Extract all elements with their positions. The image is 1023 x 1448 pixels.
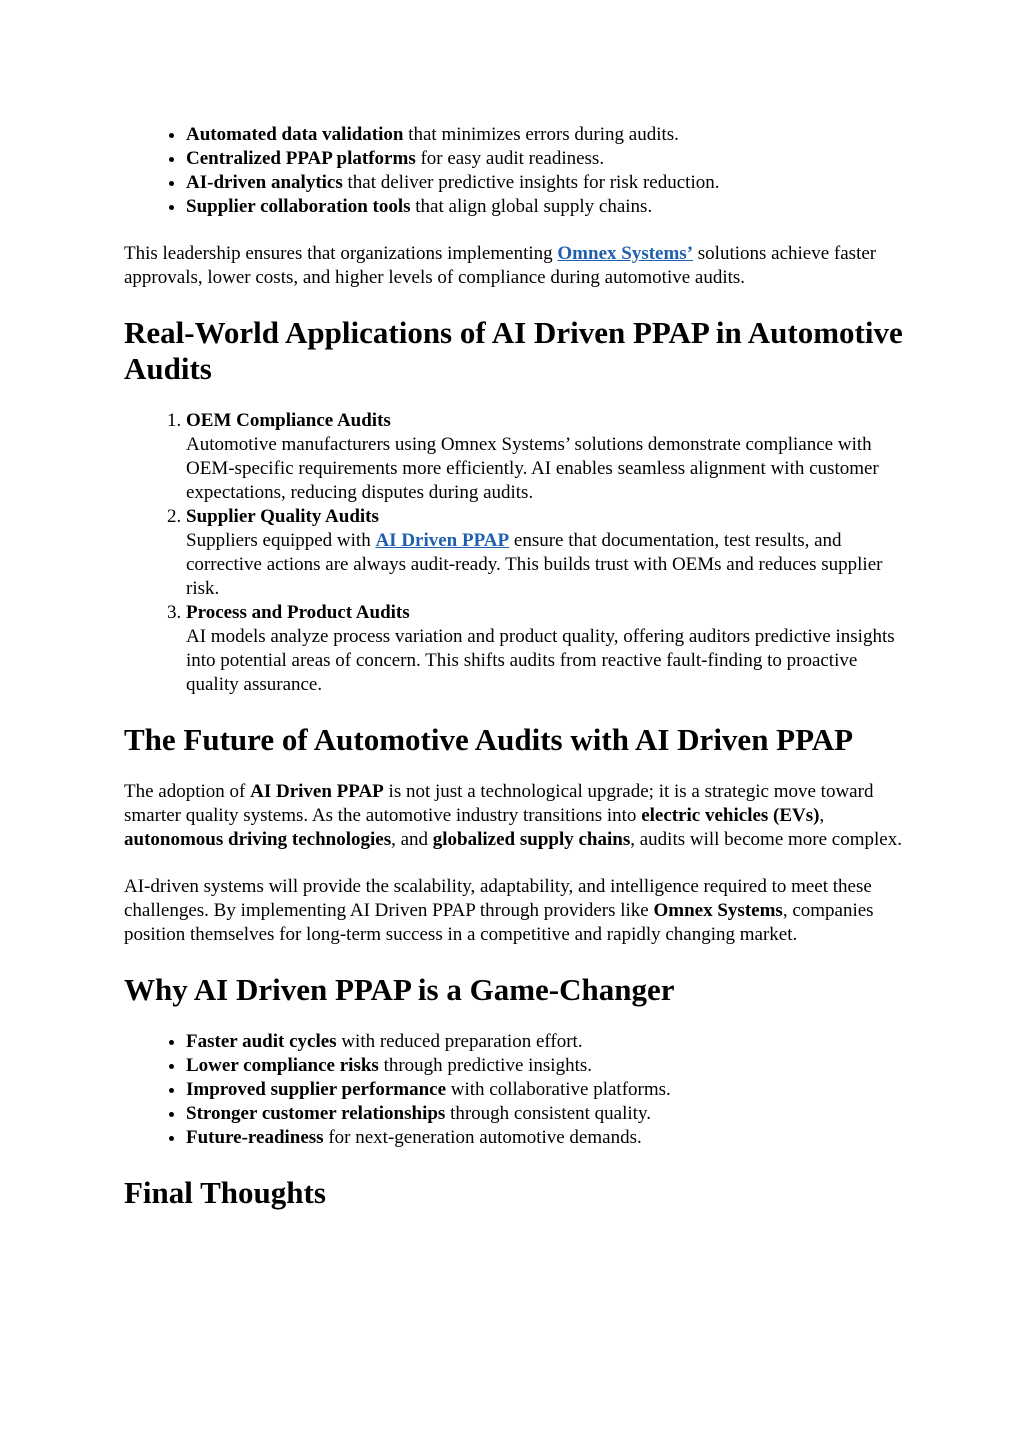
list-item xyxy=(186,505,914,601)
text: This leadership ensures that organizations implementing xyxy=(124,243,558,264)
bold-text: Supplier collaboration tools xyxy=(186,196,411,217)
list-item xyxy=(186,147,914,171)
future-paragraph-2 xyxy=(124,875,914,947)
bold-text: Automated data validation xyxy=(186,124,404,145)
text: for easy audit readiness. xyxy=(415,148,605,169)
list-item xyxy=(186,1054,914,1078)
heading-final-thoughts: Final Thoughts xyxy=(124,1175,326,1210)
list-item xyxy=(186,123,914,147)
text: Automotive manufacturers using Omnex Systems’ solutions demonstrate compliance with OEM-specific requirements more efficiently. AI enables seamless alignment with customer expectations, reducing disputes during audits. xyxy=(186,434,879,503)
list-item xyxy=(186,1030,914,1054)
bold-text: Centralized PPAP platforms xyxy=(186,148,416,169)
link[interactable]: AI Driven PPAP xyxy=(375,530,510,551)
list-item xyxy=(186,601,914,697)
heading-real-world-applications: Real-World Applications of AI Driven PPAP in Automotive Audits xyxy=(124,315,903,386)
text: for next-generation automotive demands. xyxy=(323,1127,642,1148)
list-item xyxy=(186,409,914,505)
bold-text: globalized supply chains xyxy=(432,829,631,850)
text: through consistent quality. xyxy=(445,1103,651,1124)
game-changer-list xyxy=(124,1030,914,1150)
document-page xyxy=(124,123,914,1233)
bold-text: Improved supplier performance xyxy=(186,1079,447,1100)
list-item xyxy=(186,1126,914,1150)
text: that align global supply chains. xyxy=(410,196,653,217)
list-item xyxy=(186,195,914,219)
text: solutions achieve faster approvals, lower costs, and higher levels of compliance during automotive audits. xyxy=(124,243,877,288)
list-item-title: 3. Process and Product Audits xyxy=(186,602,410,623)
text: Suppliers equipped with xyxy=(186,530,376,551)
list-item-title: 1. OEM Compliance Audits xyxy=(186,410,391,431)
bold-text: AI-driven analytics xyxy=(186,172,343,193)
text: that deliver predictive insights for risk reduction. xyxy=(342,172,720,193)
features-list xyxy=(124,123,914,219)
bold-text: AI Driven PPAP xyxy=(250,781,384,802)
bold-text: Faster audit cycles xyxy=(186,1031,337,1052)
list-item xyxy=(186,1078,914,1102)
text: The adoption of xyxy=(124,781,251,802)
text: through predictive insights. xyxy=(378,1055,593,1076)
text: with collaborative platforms. xyxy=(446,1079,671,1100)
text: is not just a technological upgrade; it is a strategic move toward smarter quality systems. As the automotive industry transitions into xyxy=(124,781,874,826)
bold-text: Stronger customer relationships xyxy=(186,1103,446,1124)
heading-game-changer: Why AI Driven PPAP is a Game-Changer xyxy=(124,972,675,1007)
link[interactable]: Omnex Systems’ xyxy=(557,243,694,264)
list-item xyxy=(186,171,914,195)
bold-text: autonomous driving technologies xyxy=(124,829,392,850)
bold-text: electric vehicles (EVs) xyxy=(641,805,820,826)
text: , xyxy=(819,805,825,826)
bold-text: Lower compliance risks xyxy=(186,1055,379,1076)
text: AI models analyze process variation and product quality, offering auditors predictive insights into potential areas of concern. This shifts audits from reactive fault-finding to proactive quality assurance. xyxy=(186,626,895,695)
text: , companies position themselves for long-term success in a competitive and rapidly changing market. xyxy=(124,900,874,945)
text: ensure that documentation, test results, and corrective actions are always audit-ready. This builds trust with OEMs and reduces supplier risk. xyxy=(186,530,883,599)
heading-future: The Future of Automotive Audits with AI Driven PPAP xyxy=(124,722,854,757)
text: , and xyxy=(391,829,433,850)
list-item xyxy=(186,1102,914,1126)
leadership-paragraph xyxy=(124,242,914,290)
text: , audits will become more complex. xyxy=(630,829,902,850)
text: with reduced preparation effort. xyxy=(336,1031,583,1052)
list-item-title: 2. Supplier Quality Audits xyxy=(186,506,379,527)
future-paragraph-1 xyxy=(124,780,914,852)
text: that minimizes errors during audits. xyxy=(403,124,679,145)
bold-text: Omnex Systems xyxy=(653,900,783,921)
text: AI-driven systems will provide the scalability, adaptability, and intelligence required to meet these challenges. By implementing AI Driven PPAP through providers like xyxy=(124,876,872,921)
applications-list xyxy=(124,409,914,697)
bold-text: Future-readiness xyxy=(186,1127,324,1148)
